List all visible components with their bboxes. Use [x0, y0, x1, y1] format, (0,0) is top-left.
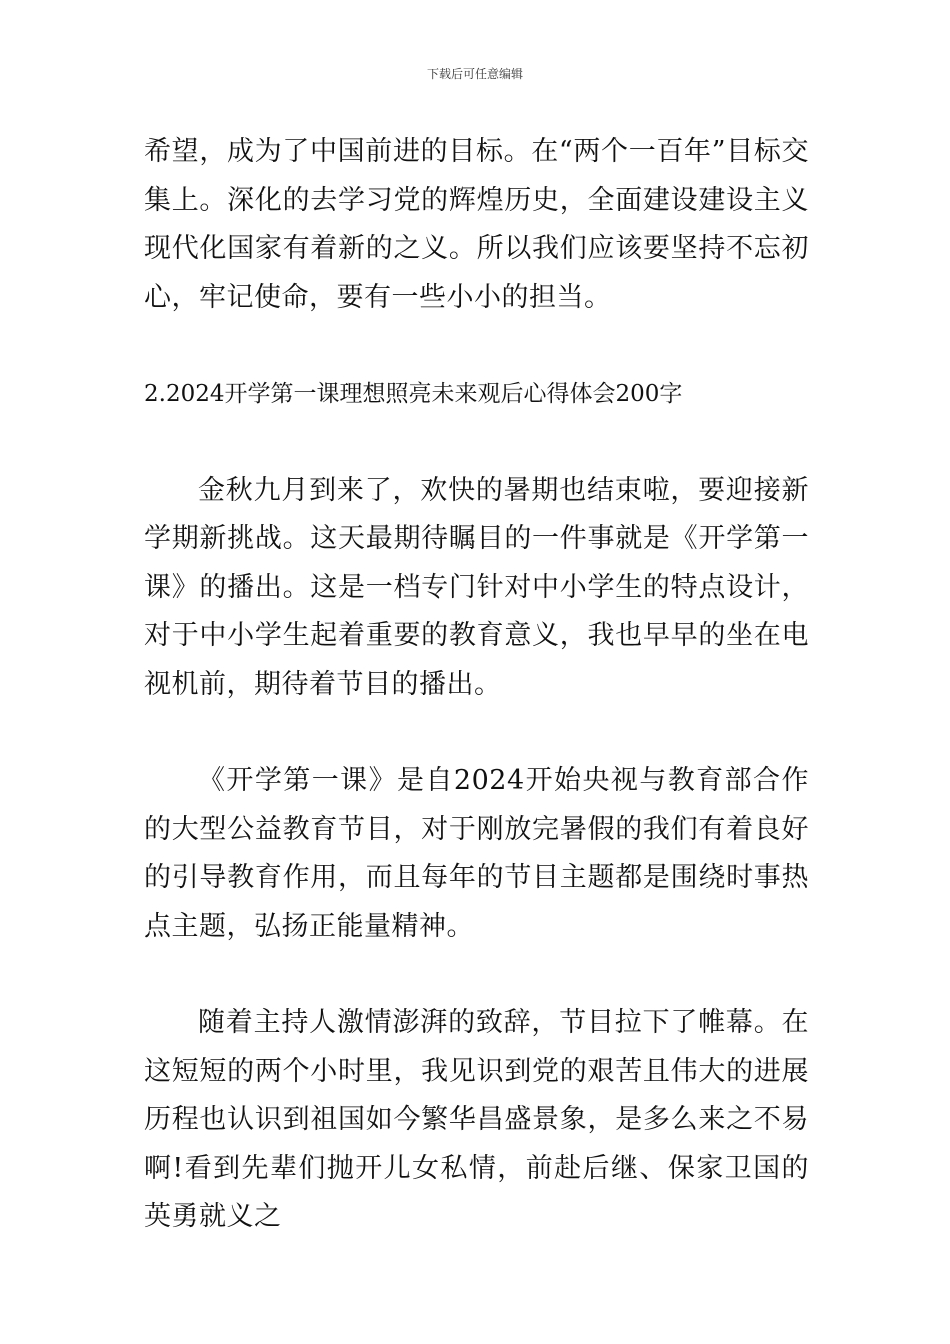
paragraph: 《开学第一课》是自2024开始央视与教育部合作的大型公益教育节目，对于刚放完暑假的我们有着良好的引导教育作用，而且每年的节目主题都是围绕时事热点主题，弘扬正能量精神。 [144, 765, 809, 942]
paragraph-continuation: 希望，成为了中国前进的目标。在“两个一百年”目标交集上。深化的去学习党的辉煌历史，全面建设建设主义现代化国家有着新的之义。所以我们应该要坚持不忘初心，牢记使命，要有一些小小的担当。 [144, 136, 809, 313]
paragraph-gap [144, 419, 809, 467]
paragraph-gap [144, 709, 809, 757]
section-heading: 2.2024开学第一课理想照亮未来观后心得体会200字 [144, 381, 683, 407]
document-body [144, 128, 809, 1242]
page-header: 下载后可任意编辑 [426, 67, 523, 81]
paragraph-gap [144, 951, 809, 999]
paragraph: 金秋九月到来了，欢快的暑期也结束啦，要迎接新学期新挑战。这天最期待瞩目的一件事就是《开学第一课》的播出。这是一档专门针对中小学生的特点设计，对于中小学生起着重要的教育意义，我也早早的坐在电视机前，期待着节目的播出。 [144, 474, 809, 700]
paragraph: 随着主持人激情澎湃的致辞，节目拉下了帷幕。在这短短的两个小时里，我见识到党的艰苦且伟大的进展历程也认识到祖国如今繁华昌盛景象，是多么来之不易啊!看到先辈们抛开儿女私情，前赴后继、保家卫国的英勇就义之 [144, 1007, 809, 1232]
paragraph-gap [144, 322, 809, 370]
